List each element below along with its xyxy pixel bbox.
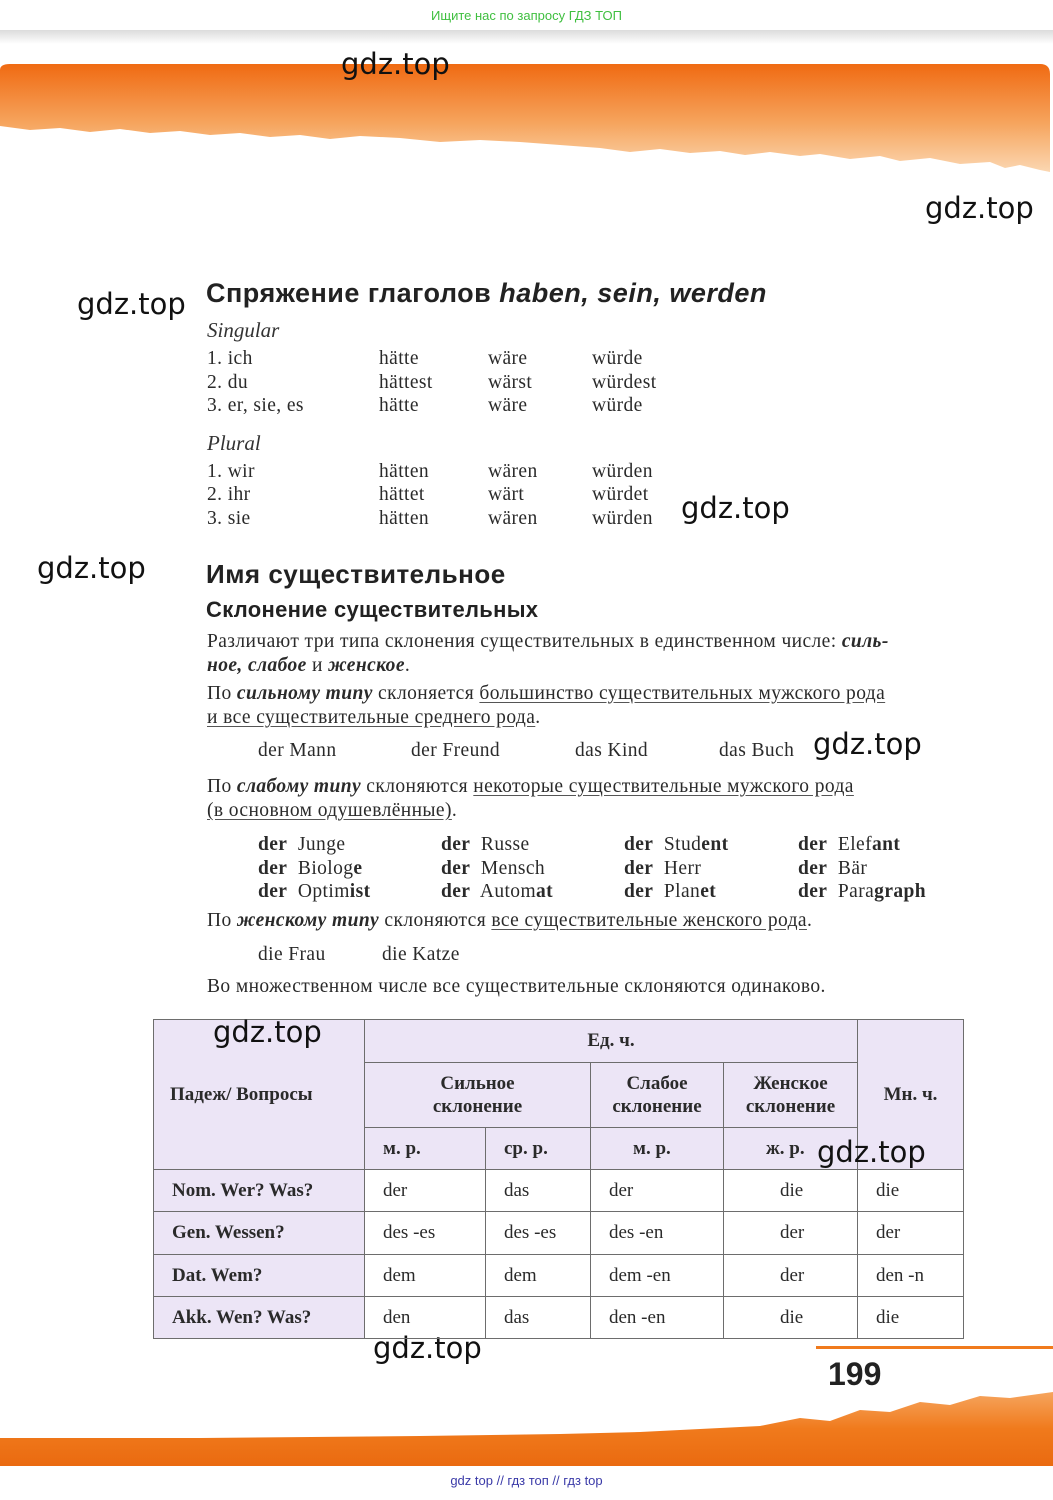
weak-paragraph: По слабому типу склоняются некоторые существительные мужского рода (в основном одушевлённые).: [207, 776, 854, 821]
strong-declension-header: Сильное склонение: [365, 1063, 591, 1128]
table-cell: die: [724, 1297, 858, 1339]
noun-subtitle: Склонение существительных: [206, 597, 539, 622]
declension-table: [153, 1019, 963, 1338]
table-cell: dem: [486, 1255, 591, 1297]
conjugation-title-prefix: Спряжение глаголов: [206, 278, 492, 308]
case-cell: Dat. Wem?: [154, 1255, 365, 1297]
singular-label: Singular: [207, 318, 280, 342]
plural-note: Во множественном числе все существительные склоняются одинаково.: [207, 976, 826, 997]
conjugation-form: würde: [592, 395, 643, 416]
weak-example: der Bär: [798, 857, 868, 879]
conjugation-form: wäre: [488, 348, 528, 369]
conjugation-form: würdet: [592, 484, 649, 505]
case-cell: Akk. Wen? Was?: [154, 1297, 365, 1339]
intro-paragraph: Различают три типа склонения существительных в единственном числе: силь- ное, слабое и женское.: [207, 631, 889, 676]
watermark: gdz.top: [37, 551, 146, 585]
conjugation-form: hätte: [379, 348, 419, 369]
page-number-rule: [816, 1346, 1053, 1349]
weak-example: der Paragraph: [798, 881, 927, 902]
plural-header: Мн. ч.: [858, 1020, 964, 1170]
table-cell: der: [365, 1170, 486, 1212]
plural-label: Plural: [207, 431, 261, 455]
feminine-paragraph: По женскому типу склоняются все существительные женского рода.: [207, 910, 813, 931]
table-cell: die: [858, 1297, 964, 1339]
feminine-declension-header: Женское склонение: [724, 1063, 858, 1128]
weak-example: der Optimist: [258, 881, 371, 902]
conjugation-person: 2. ihr: [207, 484, 251, 505]
gender-neuter: ср. р.: [486, 1128, 591, 1170]
table-row: [154, 1297, 964, 1339]
table-cell: der: [724, 1255, 858, 1297]
strong-example: der Freund: [411, 740, 501, 761]
table-row: [154, 1170, 964, 1212]
conjugation-form: wärst: [488, 372, 533, 393]
weak-example: der Student: [624, 834, 729, 855]
weak-example: der Elefant: [798, 834, 901, 855]
conjugation-title: [206, 278, 767, 309]
conjugation-form: hätten: [379, 461, 430, 482]
table-cell: den: [365, 1297, 486, 1339]
weak-example: der Russe: [441, 834, 530, 855]
weak-example: der Automat: [441, 881, 554, 902]
gender-masculine-weak: м. р.: [591, 1128, 724, 1170]
footer-links[interactable]: gdz top // гдз топ // гдз top: [450, 1473, 603, 1488]
watermark: gdz.top: [213, 1015, 322, 1049]
conjugation-form: hättet: [379, 484, 425, 505]
table-cell: der: [591, 1170, 724, 1212]
table-cell: das: [486, 1297, 591, 1339]
conjugation-person: 2. du: [207, 372, 248, 393]
strong-example: das Buch: [719, 740, 795, 761]
table-cell: das: [486, 1170, 591, 1212]
watermark: gdz.top: [341, 47, 450, 81]
table-row: [154, 1212, 964, 1255]
footer-decoration: [0, 1388, 1053, 1470]
weak-example-column: [624, 833, 729, 904]
table-cell: den -n: [858, 1255, 964, 1297]
singular-header: Ед. ч.: [365, 1020, 858, 1063]
conjugation-title-verbs: haben, sein, werden: [499, 278, 767, 308]
noun-title: Имя существительное: [206, 559, 506, 589]
header-decoration: [0, 60, 1053, 180]
strong-paragraph: По сильному типу склоняется большинство существительных мужского рода и все существительные среднего рода.: [207, 683, 886, 728]
watermark: gdz.top: [925, 191, 1034, 225]
strong-example: der Mann: [258, 740, 337, 761]
conjugation-form: hätten: [379, 508, 430, 529]
conjugation-form: würdest: [592, 372, 657, 393]
page-number: 199: [828, 1356, 882, 1392]
conjugation-form: würde: [592, 348, 643, 369]
weak-example: der Biologe: [258, 857, 363, 879]
conjugation-person: 1. ich: [207, 348, 253, 369]
weak-example-column: [258, 833, 370, 904]
top-banner-shadow: [0, 30, 1053, 44]
conjugation-form: wäre: [488, 395, 528, 416]
watermark: gdz.top: [681, 491, 790, 525]
conjugation-form: wärt: [488, 484, 525, 505]
conjugation-person: 1. wir: [207, 461, 255, 482]
strong-example: das Kind: [575, 740, 649, 761]
table-cell: die: [724, 1170, 858, 1212]
gender-masculine: м. р.: [365, 1128, 486, 1170]
conjugation-form: würden: [592, 508, 653, 529]
conjugation-form: hätte: [379, 395, 419, 416]
feminine-example: die Katze: [382, 944, 460, 965]
table-cell: dem -en: [591, 1255, 724, 1297]
table-cell: der: [858, 1212, 964, 1255]
table-cell: des -en: [591, 1212, 724, 1255]
case-cell: Nom. Wer? Was?: [154, 1170, 365, 1212]
weak-example-column: [798, 833, 926, 904]
conjugation-form: wären: [488, 461, 538, 482]
site-banner-text[interactable]: Ищите нас по запросу ГДЗ ТОП: [431, 8, 622, 23]
weak-example: der Herr: [624, 857, 702, 879]
table-cell: der: [724, 1212, 858, 1255]
weak-example-column: [441, 833, 553, 904]
watermark: gdz.top: [813, 727, 922, 761]
gender-feminine: ж. р.: [724, 1128, 858, 1170]
weak-example: der Planet: [624, 881, 717, 902]
conjugation-form: würden: [592, 461, 653, 482]
table-cell: die: [858, 1170, 964, 1212]
weak-example: der Mensch: [441, 857, 546, 879]
table-row: [154, 1255, 964, 1297]
table-cell: dem: [365, 1255, 486, 1297]
weak-example: der Junge: [258, 834, 346, 855]
table-cell: den -en: [591, 1297, 724, 1339]
watermark: gdz.top: [817, 1135, 926, 1169]
watermark: gdz.top: [77, 287, 186, 321]
case-header: Падеж/ Вопросы: [154, 1020, 365, 1170]
table-cell: des -es: [486, 1212, 591, 1255]
watermark: gdz.top: [373, 1331, 482, 1365]
conjugation-form: hättest: [379, 372, 433, 393]
feminine-example: die Frau: [258, 944, 326, 965]
table-cell: des -es: [365, 1212, 486, 1255]
conjugation-person: 3. er, sie, es: [207, 395, 304, 416]
conjugation-form: wären: [488, 508, 538, 529]
case-cell: Gen. Wessen?: [154, 1212, 365, 1255]
weak-declension-header: Слабое склонение: [591, 1063, 724, 1128]
conjugation-person: 3. sie: [207, 508, 251, 529]
